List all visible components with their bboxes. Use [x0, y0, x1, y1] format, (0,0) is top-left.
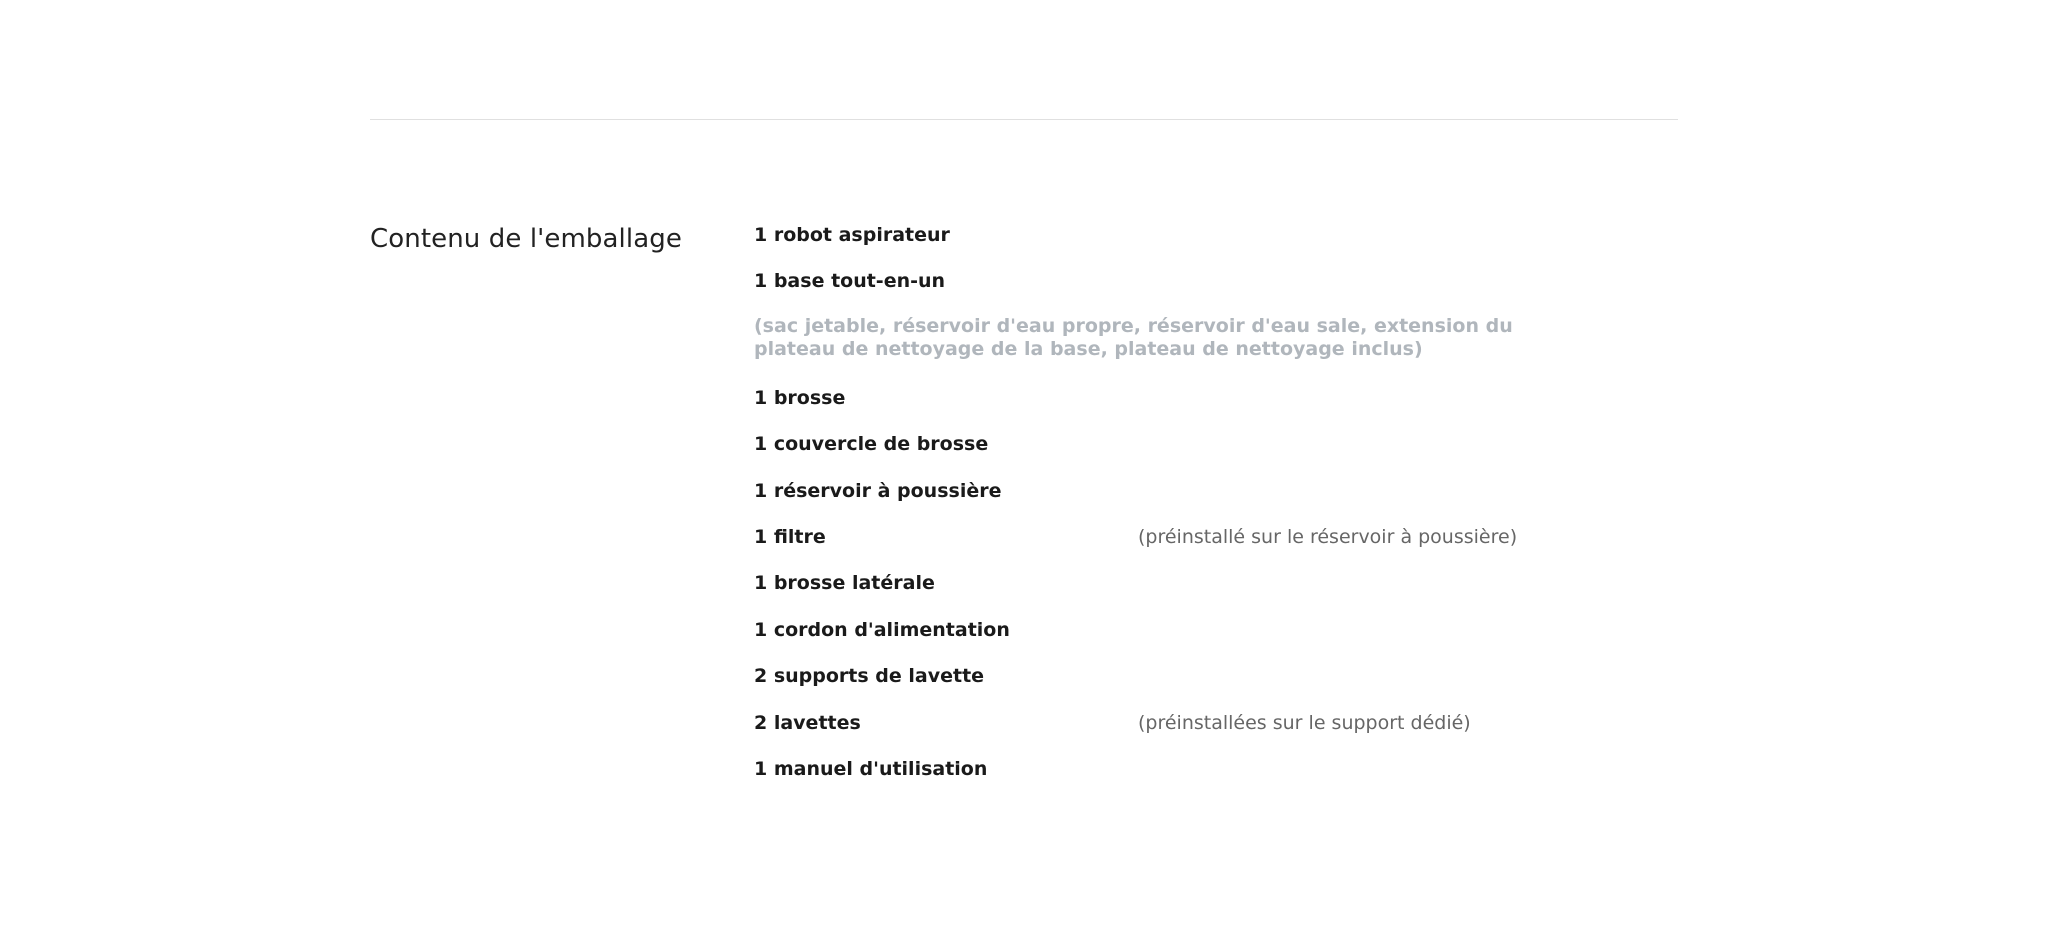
list-item: [754, 270, 1654, 316]
package-contents-list: [754, 224, 1654, 804]
list-item: [754, 224, 1654, 270]
item-label: 2 supports de lavette: [754, 665, 985, 688]
item-label: 1 robot aspirateur: [754, 224, 950, 246]
list-item-sub-note: [754, 314, 1654, 387]
item-label: 1 base tout-en-un: [754, 270, 946, 293]
item-sub-note: (sac jetable, réservoir d'eau propre, réservoir d'eau sale, extension du plateau de nettoyage de la base, plateau de nettoyage inclus): [754, 314, 1513, 360]
item-label: 2 lavettes: [754, 711, 861, 734]
item-label: 1 brosse: [754, 386, 846, 409]
item-note: (préinstallées sur le support dédié): [1138, 711, 1471, 734]
list-item: [754, 526, 1654, 572]
list-item: [754, 712, 1654, 758]
item-label: 1 brosse latérale: [754, 572, 935, 595]
item-label: 1 manuel d'utilisation: [754, 757, 988, 780]
list-item: [754, 665, 1654, 711]
item-label: 1 filtre: [754, 525, 826, 548]
section-title: Contenu de l'emballage: [370, 224, 682, 254]
item-label: 1 couvercle de brosse: [754, 433, 989, 456]
list-item: [754, 758, 1654, 804]
list-item: [754, 619, 1654, 665]
list-item: [754, 433, 1654, 479]
list-item: [754, 480, 1654, 526]
item-note: (préinstallé sur le réservoir à poussière): [1138, 525, 1518, 548]
list-item: [754, 572, 1654, 618]
list-item: [754, 387, 1654, 433]
item-label: 1 réservoir à poussière: [754, 479, 1002, 502]
top-divider: [370, 119, 1678, 120]
item-label: 1 cordon d'alimentation: [754, 618, 1010, 641]
